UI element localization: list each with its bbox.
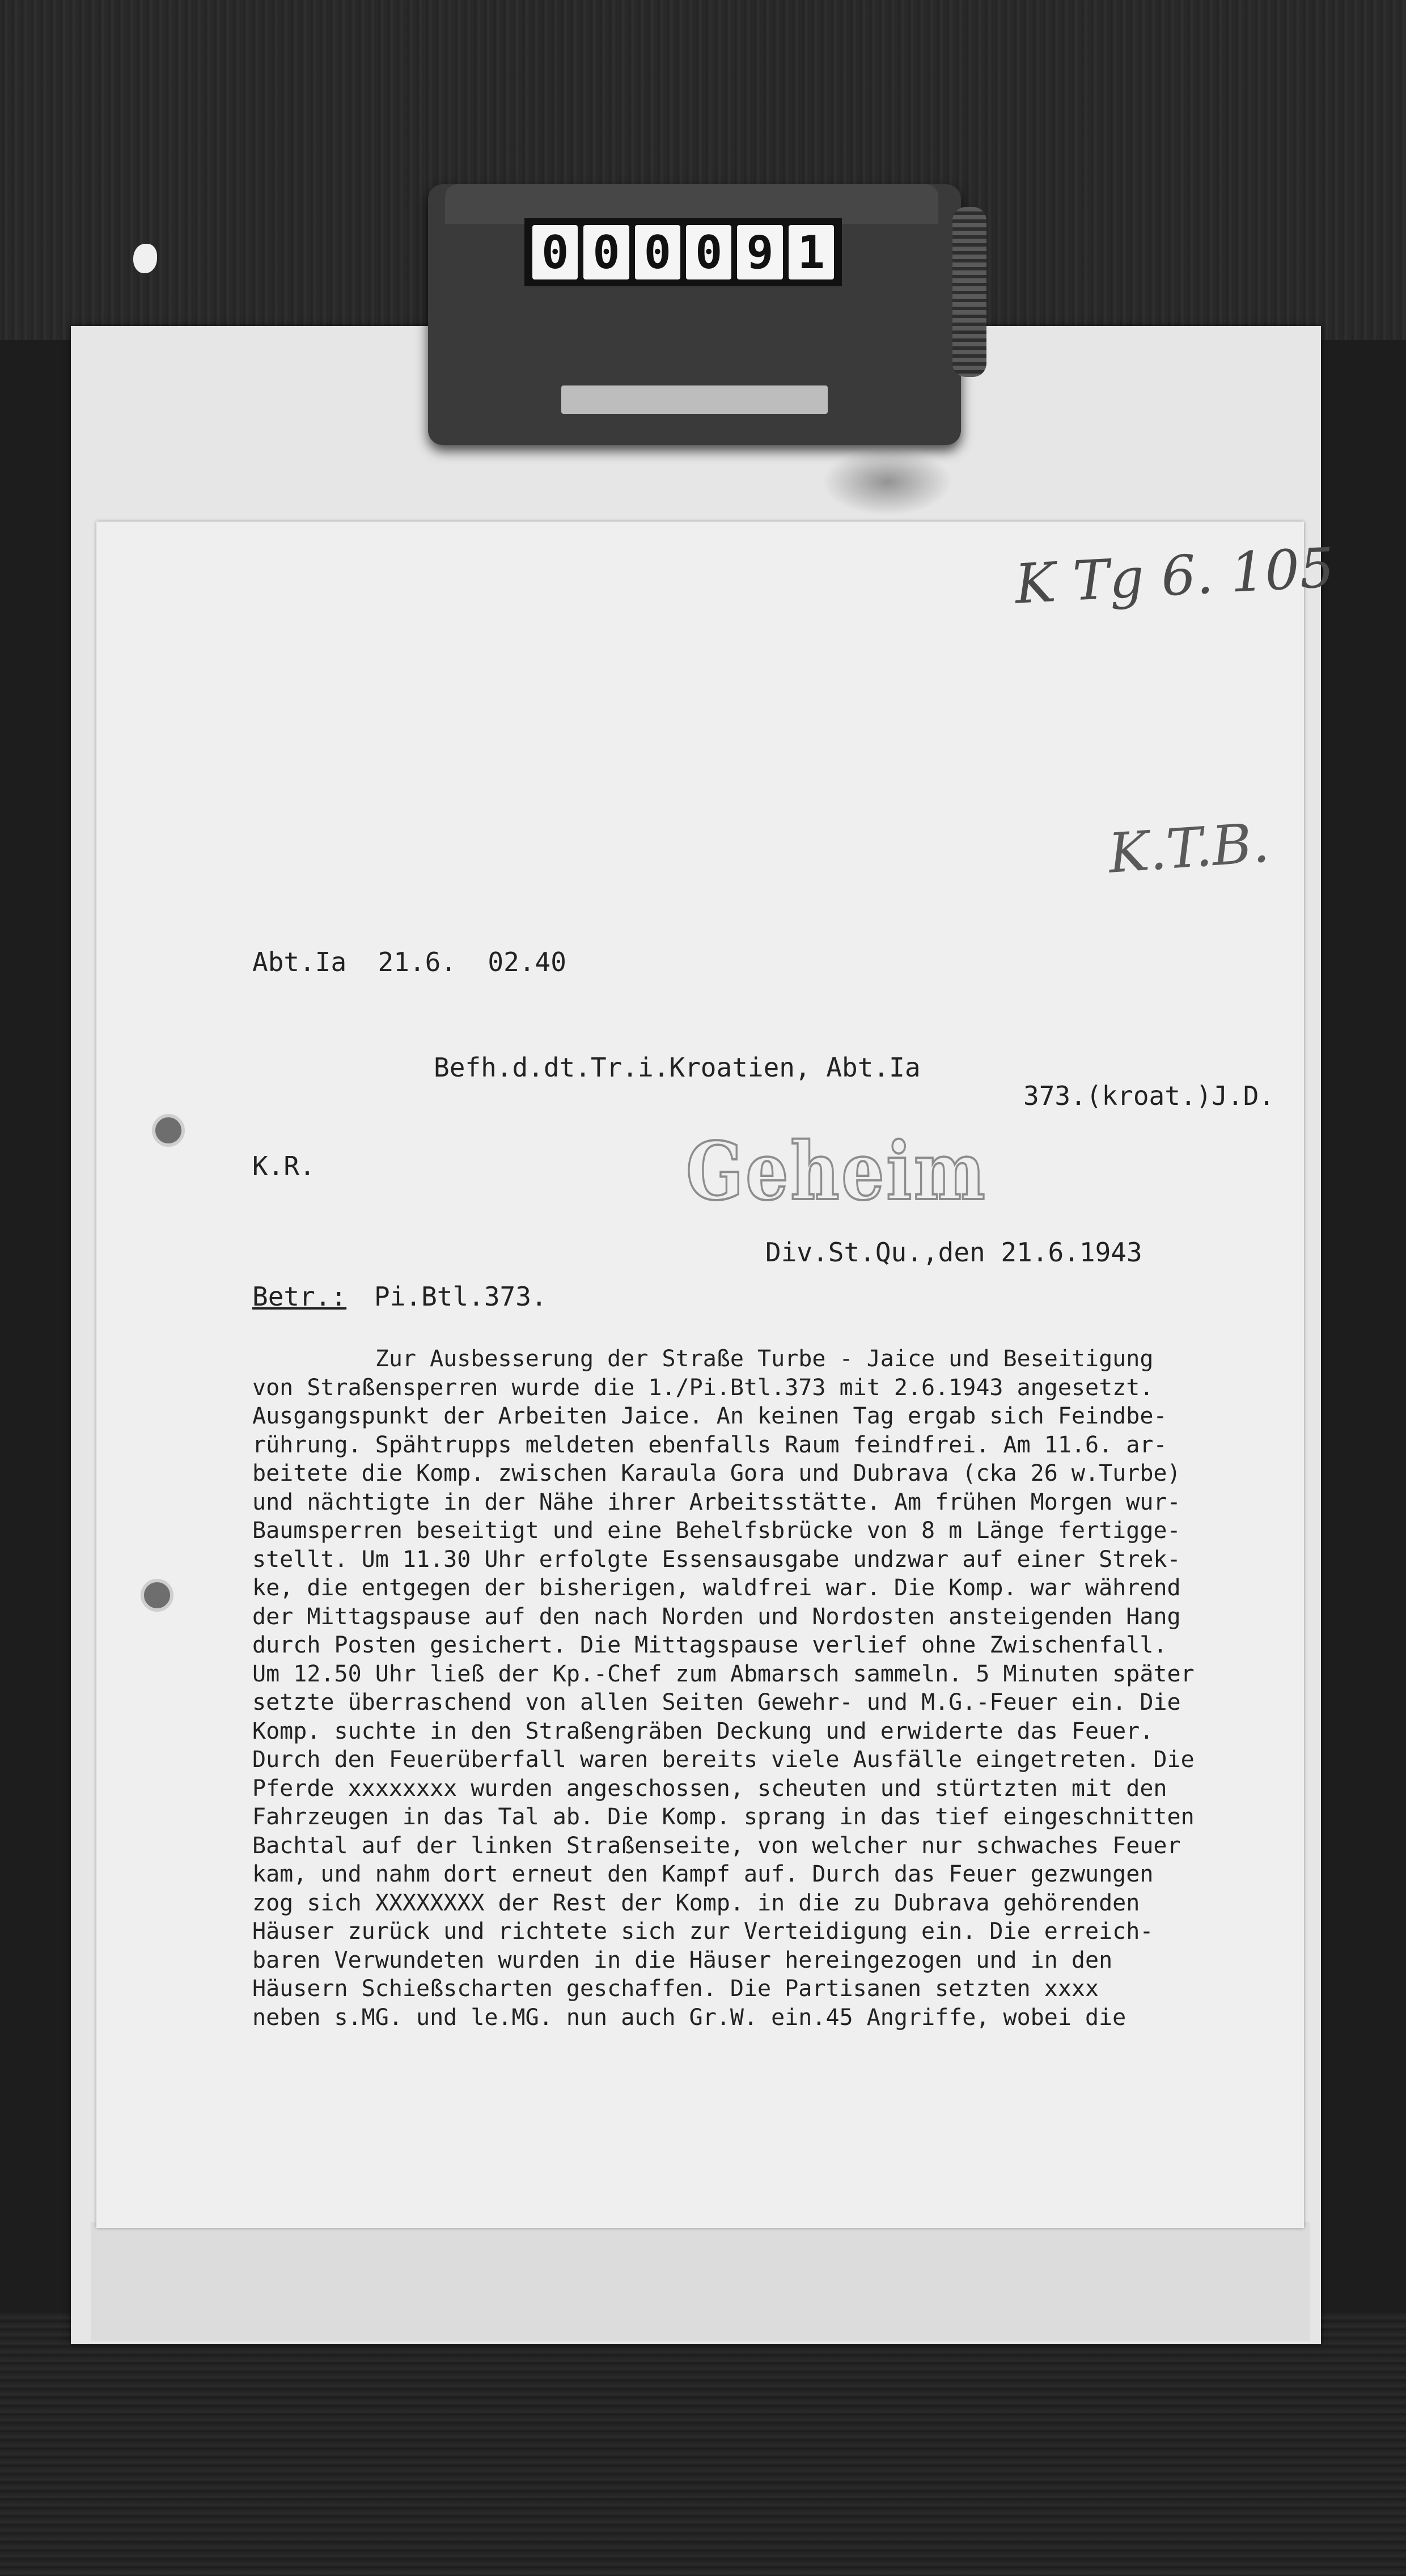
body-line: rührung. Spähtrupps meldeten ebenfalls Raum feindfrei. Am 11.6. ar-	[252, 1431, 1167, 1458]
body-line: von Straßensperren wurde die 1./Pi.Btl.373 mit 2.6.1943 angesetzt.	[252, 1374, 1154, 1401]
body-line: ke, die entgegen der bisherigen, waldfrei war. Die Komp. war während	[252, 1575, 1181, 1601]
body-line: Bachtal auf der linken Straßenseite, von welcher nur schwaches Feuer	[252, 1832, 1181, 1859]
geheim-stamp: Geheim	[686, 1125, 988, 1218]
recipient-line: Befh.d.dt.Tr.i.Kroatien, Abt.Ia	[434, 1052, 921, 1083]
subject-text: Pi.Btl.373.	[374, 1281, 547, 1312]
body-line: setzte überraschend von allen Seiten Gewehr- und M.G.-Feuer ein. Die	[252, 1689, 1181, 1715]
body-line: zog sich XXXXXXXX der Rest der Komp. in die zu Dubrava gehörenden	[252, 1889, 1140, 1916]
body-line: neben s.MG. und le.MG. nun auch Gr.W. ein.45 Angriffe, wobei die	[252, 2004, 1127, 2031]
body-line: beitete die Komp. zwischen Karaula Gora und Dubrava (cka 26 w.Turbe)	[252, 1460, 1181, 1486]
body-line: kam, und nahm dort erneut den Kampf auf. Durch das Feuer gezwungen	[252, 1861, 1154, 1887]
handwritten-archive-number: K Tg 6. 105	[1013, 536, 1336, 616]
body-line: Durch den Feuerüberfall waren bereits viele Ausfälle eingetreten. Die	[252, 1747, 1195, 1773]
counter-digit: 9	[737, 225, 782, 279]
counter-digit: 0	[635, 225, 680, 279]
ink-smudge	[822, 448, 952, 516]
backing-sheet-lower-edge	[91, 2222, 1310, 2341]
handwritten-ktb-mark: K.T.B.	[1106, 811, 1272, 886]
punch-hole-upper	[152, 1114, 185, 1147]
frame-counter-device	[428, 184, 961, 445]
place-date-line: Div.St.Qu.,den 21.6.1943	[765, 1237, 1142, 1268]
kr-mark: K.R.	[252, 1151, 315, 1181]
body-line: und nächtigte in der Nähe ihrer Arbeitsstätte. Am frühen Morgen wur-	[252, 1489, 1181, 1515]
punch-hole-lower	[141, 1579, 173, 1612]
film-background-bottom	[0, 2313, 1406, 2576]
body-line: Komp. suchte in den Straßengräben Deckung und erwiderte das Feuer.	[252, 1718, 1154, 1744]
body-line: der Mittagspause auf den nach Norden und Nordosten ansteigenden Hang	[252, 1603, 1181, 1630]
body-line: Häusern Schießscharten geschaffen. Die Partisanen setzten xxxx	[252, 1976, 1099, 2002]
unit-line: 373.(kroat.)J.D.	[1023, 1081, 1275, 1111]
counter-digit: 0	[583, 225, 629, 279]
counter-digit: 0	[686, 225, 731, 279]
body-line: baren Verwundeten wurden in die Häuser hereingezogen und in den	[252, 1947, 1113, 1973]
sender-line: Abt.Ia 21.6. 02.40	[252, 947, 566, 977]
body-line: stellt. Um 11.30 Uhr erfolgte Essensausgabe undzwar auf einer Strek-	[252, 1546, 1181, 1573]
counter-digit: 0	[532, 225, 578, 279]
counter-label-plate	[561, 385, 828, 414]
punch-hole-top	[133, 244, 157, 273]
body-line: Ausgangspunkt der Arbeiten Jaice. An keinen Tag ergab sich Feindbe-	[252, 1403, 1167, 1429]
body-line: durch Posten gesichert. Die Mittagspause verlief ohne Zwischenfall.	[252, 1632, 1167, 1658]
counter-display	[524, 218, 842, 286]
body-line: Zur Ausbesserung der Straße Turbe - Jaice und Beseitigung	[252, 1346, 1154, 1372]
body-line: Baumsperren beseitigt und eine Behelfsbrücke von 8 m Länge fertigge-	[252, 1518, 1181, 1544]
body-line: Häuser zurück und richtete sich zur Verteidigung ein. Die erreich-	[252, 1918, 1154, 1944]
body-line: Pferde xxxxxxxx wurden angeschossen, scheuten und stürtzten mit den	[252, 1775, 1167, 1802]
document-body	[252, 1345, 1301, 2032]
body-line: Um 12.50 Uhr ließ der Kp.-Chef zum Abmarsch sammeln. 5 Minuten später	[252, 1660, 1195, 1687]
counter-thumbwheel	[952, 207, 986, 377]
counter-digit: 1	[789, 225, 834, 279]
subject-label: Betr.:	[252, 1281, 347, 1312]
body-line: Fahrzeugen in das Tal ab. Die Komp. sprang in das tief eingeschnitten	[252, 1804, 1195, 1830]
